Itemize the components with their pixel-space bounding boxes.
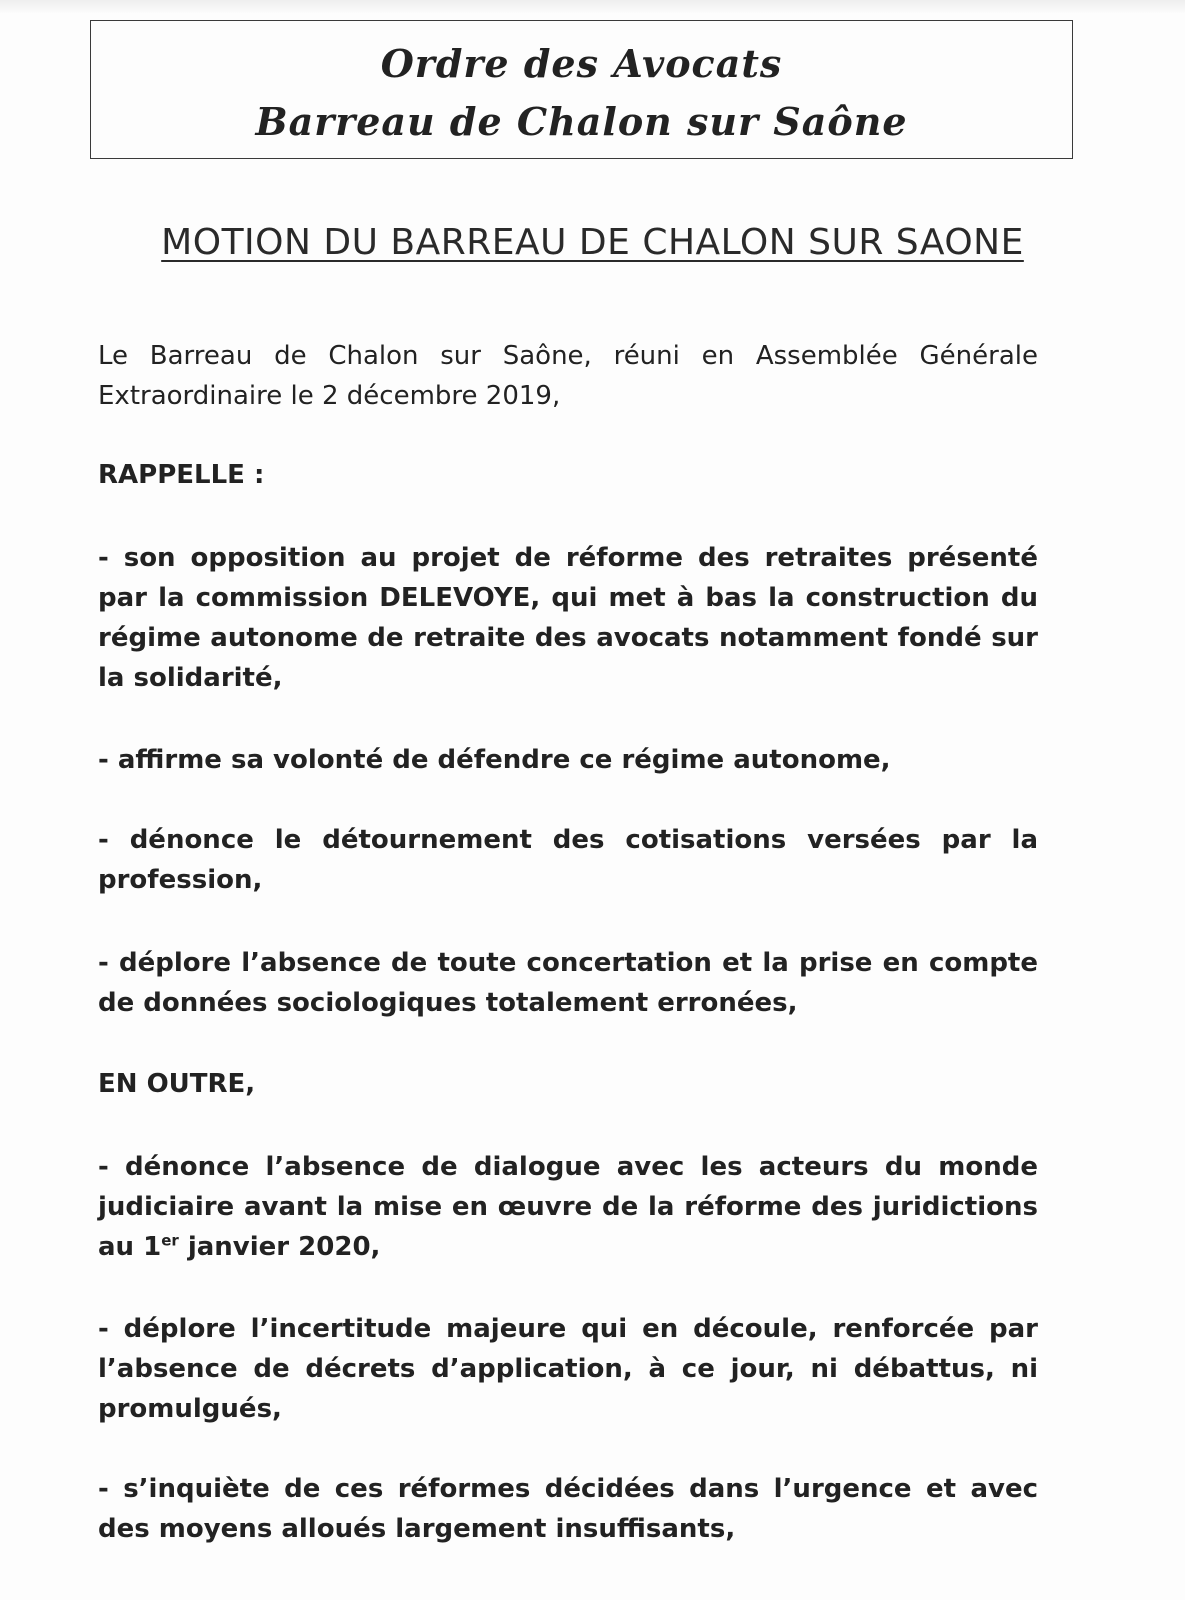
section-heading-en-outre: EN OUTRE, xyxy=(98,1069,256,1099)
document-title xyxy=(0,222,1185,263)
letterhead-line-1: Ordre des Avocats xyxy=(380,41,783,86)
letterhead-box xyxy=(90,20,1073,159)
list-item: - déplore l’incertitude majeure qui en découle, renforcée par l’absence de décrets d’application, à ce jour, ni débattus, ni promulgués, xyxy=(98,1314,1038,1424)
document-title-text: MOTION DU BARREAU DE CHALON SUR SAONE xyxy=(161,222,1024,263)
list-item: - affirme sa volonté de défendre ce régime autonome, xyxy=(98,745,891,775)
intro-paragraph: Le Barreau de Chalon sur Saône, réuni en Assemblée Générale Extraordinaire le 2 décembre 2019, xyxy=(98,341,1038,411)
list-item: - son opposition au projet de réforme des retraites présenté par la commission DELEVOYE, qui met à bas la construction du régime autonome de retraite des avocats notamment fondé sur la solidarité, xyxy=(98,543,1038,693)
list-item: - déplore l’absence de toute concertation et la prise en compte de données sociologiques totalement erronées, xyxy=(98,948,1038,1018)
list-item: - dénonce le détournement des cotisations versées par la profession, xyxy=(98,825,1038,895)
letterhead-line-2: Barreau de Chalon sur Saône xyxy=(255,99,908,144)
page-top-shadow xyxy=(0,0,1185,14)
list-item xyxy=(98,1147,1038,1267)
section-heading-rappelle: RAPPELLE : xyxy=(98,460,265,490)
list-item-text: - dénonce l’absence de dialogue avec les acteurs du monde judiciaire avant la mise en œuvre de la réforme des juridictions au 1 xyxy=(98,1152,1038,1262)
ordinal-superscript: er xyxy=(161,1231,179,1250)
list-item-text-end: janvier 2020, xyxy=(178,1232,381,1262)
list-item: - s’inquiète de ces réformes décidées dans l’urgence et avec des moyens alloués largement insuffisants, xyxy=(98,1474,1038,1544)
